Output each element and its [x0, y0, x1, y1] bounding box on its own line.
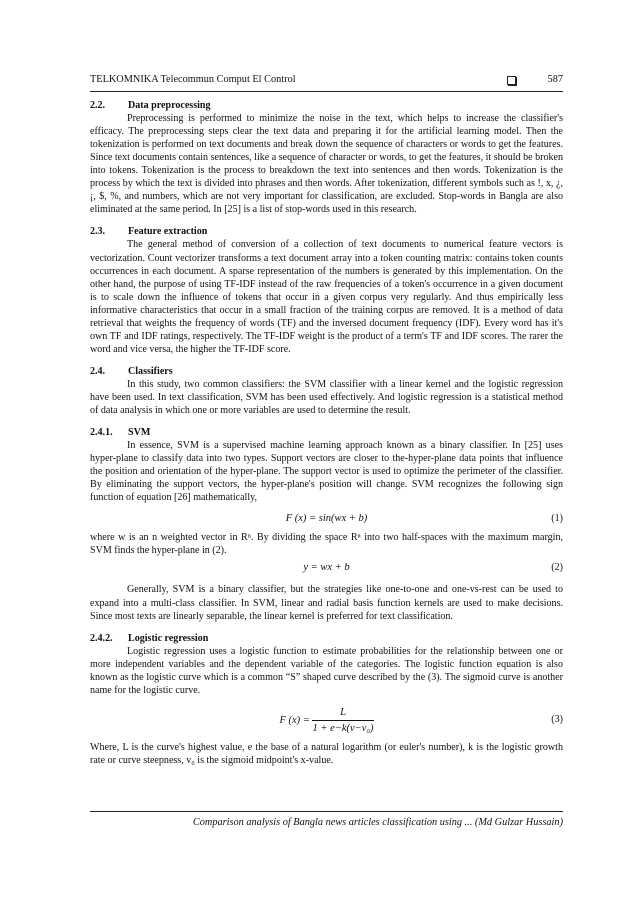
square-icon [507, 76, 516, 85]
equation-expression: F (x) = sin(wx + b) [285, 513, 368, 525]
section-2-4-2 [90, 632, 563, 767]
fraction-numerator: L [312, 706, 373, 721]
equation-1 [90, 504, 563, 531]
body-text [90, 99, 563, 767]
page-number: 587 [547, 74, 563, 85]
section-2-3 [90, 225, 563, 355]
footer-rule [90, 811, 563, 812]
section-2-4 [90, 365, 563, 417]
section-heading [90, 632, 563, 645]
paragraph: Preprocessing is performed to minimize the noise in the text, which helps to increase the classifier's efficacy. The preprocessing steps clear the text data and preparing it for the artificial learning model. Then the tokenization is performed on text documents and break down the sequence of characters or words to get the features. Since text documents contain sentences, like a sequence of character or words, to get the features, it should be broken into tokens. Tokenization is the process to breakdown the text into sentences and then words. Tokenization is the process by which the text is divided into phrases and then words. After tokenization, different symbols such as !, x, ¿, ¡, $, %, and numbers, which are not very important for classification, are excluded. Stop-words in Bangla are also eliminated at the same period. In [25] is a list of stop-words used in this research. [90, 113, 563, 216]
section-title: SVM [128, 427, 151, 439]
section-heading [90, 99, 563, 112]
paragraph: In this study, two common classifiers: the SVM classifier with a linear kernel and the logistic regression have been used. In text classification, SVM has been used effectively. And logistic regression is a statistical method of data analysis in which one or more variables are used to determine the result. [90, 378, 563, 417]
section-title: Logistic regression [128, 632, 209, 644]
equation-number: (1) [551, 513, 563, 525]
section-title: Data preprocessing [128, 100, 211, 111]
section-number: 2.4. [90, 365, 106, 377]
section-number: 2.4.2. [90, 632, 113, 644]
section-title: Feature extraction [128, 226, 208, 238]
paragraph: In essence, SVM is a supervised machine learning approach known as a binary classifier. In [25] uses hyper-plane to classify data into two types. Support vectors are closer to the-hyper-plane data points that influence the position and orientation of the hyper-plane. The support vector is used to optimize the perimeter of the classifier. By eliminating the support vectors, the hyper-plane's position will change. SVM recognizes the following sign function of equation [26] mathematically, [90, 440, 563, 504]
journal-title: TELKOMNIKA Telecommun Comput El Control [90, 74, 296, 85]
section-heading [90, 365, 563, 378]
section-heading [90, 426, 563, 439]
fraction [312, 706, 373, 735]
running-header [90, 74, 563, 90]
paragraph: The general method of conversion of a collection of text documents to numerical feature vectors is vectorization. Count vectorizer transforms a text document array into a token counting matrix: contains token counts occurrences in each document. A sparse representation of the numbers is generated by this implementation. On the other hand, the purpose of using TF-IDF instead of the raw frequencies of a token's occurrence in a given document is to scale down the influence of tokens that occur in a given corpus very regularly. And thus empirically less informative characteristics that occur in a small fraction of the training corpus are removed. It is a method of data retrieval that weights the frequency of words (TF) and the inversed document frequency (IDF). Every word has it's own TF and IDF ratings, respectively. The TF-IDF weight is the product of a term's TF and IDF scores. The rarer the word and vice versa, the higher the TF-IDF score. [90, 239, 563, 355]
equation-number: (3) [551, 713, 563, 725]
section-heading [90, 225, 563, 238]
section-number: 2.4.1. [90, 427, 113, 439]
section-number: 2.3. [90, 226, 106, 238]
paragraph: Logistic regression uses a logistic function to estimate probabilities for the relationship between one or more independent variables and the dependent variable of the categories. The logistic function equation is also known as the logistic curve which is a common “S” shaped curve described by the (3). The sigmoid curve is another name for the logistic curve. [90, 645, 563, 696]
paragraph: Where, L is the curve's highest value, e the base of a natural logarithm (or euler's number), k is the logistic growth rate or curve steepness, v₀ is the sigmoid midpoint's x-value. [90, 741, 563, 766]
equation-expression: y = wx + b [303, 562, 350, 574]
section-number: 2.2. [90, 100, 106, 111]
equation-2 [90, 557, 563, 579]
section-title: Classifiers [128, 365, 173, 377]
running-footer: Comparison analysis of Bangla news articles classification using ... (Md Gulzar Hussain) [192, 817, 563, 828]
section-2-2 [90, 99, 563, 216]
fraction-denominator: 1 + e−k(v−v₀) [312, 722, 374, 734]
equation-expression [90, 706, 563, 735]
paragraph: Generally, SVM is a binary classifier, but the strategies like one-to-one and one-vs-rest can be used to expand into a multi-class classifier. In SVM, linear and radial basis function kernels are used to make decisions. Since most texts are linearly separable, the linear kernel is preferred for text classification. [90, 584, 563, 622]
section-2-4-1 [90, 426, 563, 623]
header-rule [90, 91, 563, 92]
equation-3 [90, 697, 563, 741]
equation-number: (2) [551, 562, 563, 574]
equation-lhs: F (x) = [279, 714, 310, 726]
paragraph: where w is an n weighted vector in Rⁿ. By dividing the space Rⁿ into two half-spaces with the maximum margin, SVM finds the hyper-plane in (2). [90, 532, 563, 557]
